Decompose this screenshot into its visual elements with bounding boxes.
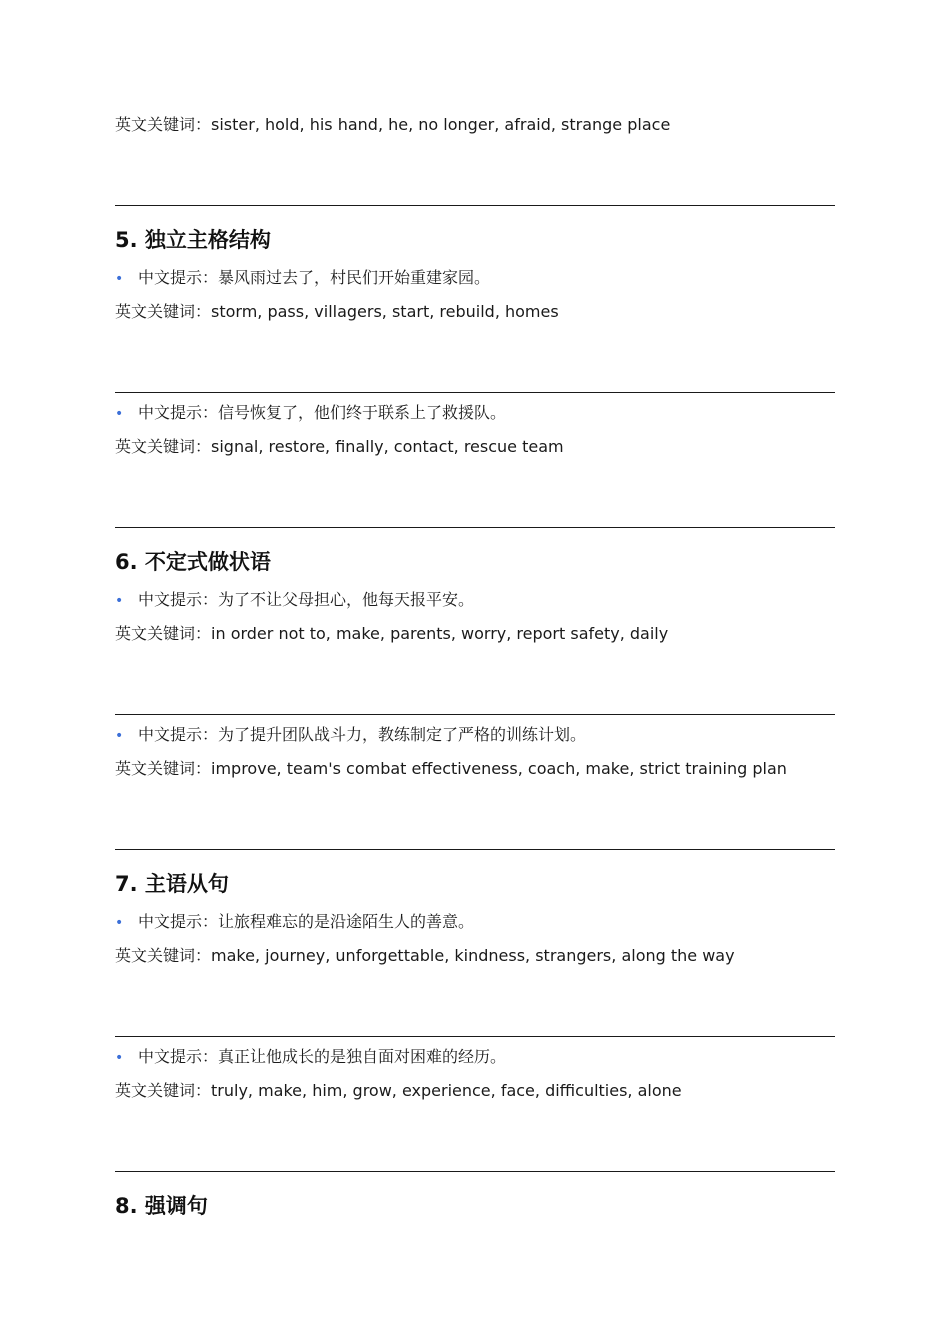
keywords-value: truly, make, him, grow, experience, face, difficulties, alone xyxy=(211,1081,682,1100)
keywords-line xyxy=(115,436,564,458)
keywords-value: improve, team's combat effectiveness, coach, make, strict training plan xyxy=(211,759,787,778)
divider xyxy=(115,392,835,393)
bullet-icon: • xyxy=(115,593,124,609)
hint-label: 中文提示： xyxy=(138,912,219,931)
section-heading: 8. 强调句 xyxy=(115,1194,208,1218)
keywords-line xyxy=(115,114,670,136)
hint-line xyxy=(115,1046,506,1069)
keywords-label: 英文关键词： xyxy=(115,115,212,134)
hint-line xyxy=(115,402,506,425)
keywords-value: sister, hold, his hand, he, no longer, afraid, strange place xyxy=(211,115,671,134)
section-heading: 5. 独立主格结构 xyxy=(115,228,271,252)
hint-label: 中文提示： xyxy=(138,1047,219,1066)
section-heading: 6. 不定式做状语 xyxy=(115,550,271,574)
keywords-value: signal, restore, finally, contact, rescue team xyxy=(211,437,564,456)
divider xyxy=(115,714,835,715)
hint-label: 中文提示： xyxy=(138,268,219,287)
hint-text: 真正让他成长的是独自面对困难的经历。 xyxy=(218,1047,507,1066)
hint-label: 中文提示： xyxy=(138,403,219,422)
keywords-value: storm, pass, villagers, start, rebuild, homes xyxy=(211,302,559,321)
divider xyxy=(115,527,835,528)
hint-text: 为了不让父母担心，他每天报平安。 xyxy=(218,590,475,609)
keywords-line xyxy=(115,301,559,323)
keywords-label: 英文关键词： xyxy=(115,946,212,965)
bullet-icon: • xyxy=(115,915,124,931)
keywords-value: in order not to, make, parents, worry, report safety, daily xyxy=(211,624,669,643)
hint-text: 让旅程难忘的是沿途陌生人的善意。 xyxy=(218,912,475,931)
bullet-icon: • xyxy=(115,406,124,422)
hint-line xyxy=(115,911,474,934)
hint-label: 中文提示： xyxy=(138,725,219,744)
keywords-value: make, journey, unforgettable, kindness, strangers, along the way xyxy=(211,946,735,965)
hint-line xyxy=(115,724,586,747)
divider xyxy=(115,849,835,850)
keywords-label: 英文关键词： xyxy=(115,759,212,778)
hint-text: 信号恢复了，他们终于联系上了救援队。 xyxy=(218,403,507,422)
keywords-label: 英文关键词： xyxy=(115,302,212,321)
divider xyxy=(115,205,835,206)
hint-text: 为了提升团队战斗力，教练制定了严格的训练计划。 xyxy=(218,725,587,744)
hint-text: 暴风雨过去了，村民们开始重建家园。 xyxy=(218,268,491,287)
keywords-line xyxy=(115,1080,682,1102)
hint-label: 中文提示： xyxy=(138,590,219,609)
keywords-label: 英文关键词： xyxy=(115,1081,212,1100)
bullet-icon: • xyxy=(115,1050,124,1066)
keywords-label: 英文关键词： xyxy=(115,437,212,456)
section-heading: 7. 主语从句 xyxy=(115,872,229,896)
keywords-line xyxy=(115,945,735,967)
keywords-line xyxy=(115,758,787,780)
bullet-icon: • xyxy=(115,271,124,287)
hint-line xyxy=(115,267,490,290)
hint-line xyxy=(115,589,474,612)
divider xyxy=(115,1036,835,1037)
divider xyxy=(115,1171,835,1172)
keywords-label: 英文关键词： xyxy=(115,624,212,643)
bullet-icon: • xyxy=(115,728,124,744)
keywords-line xyxy=(115,623,668,645)
